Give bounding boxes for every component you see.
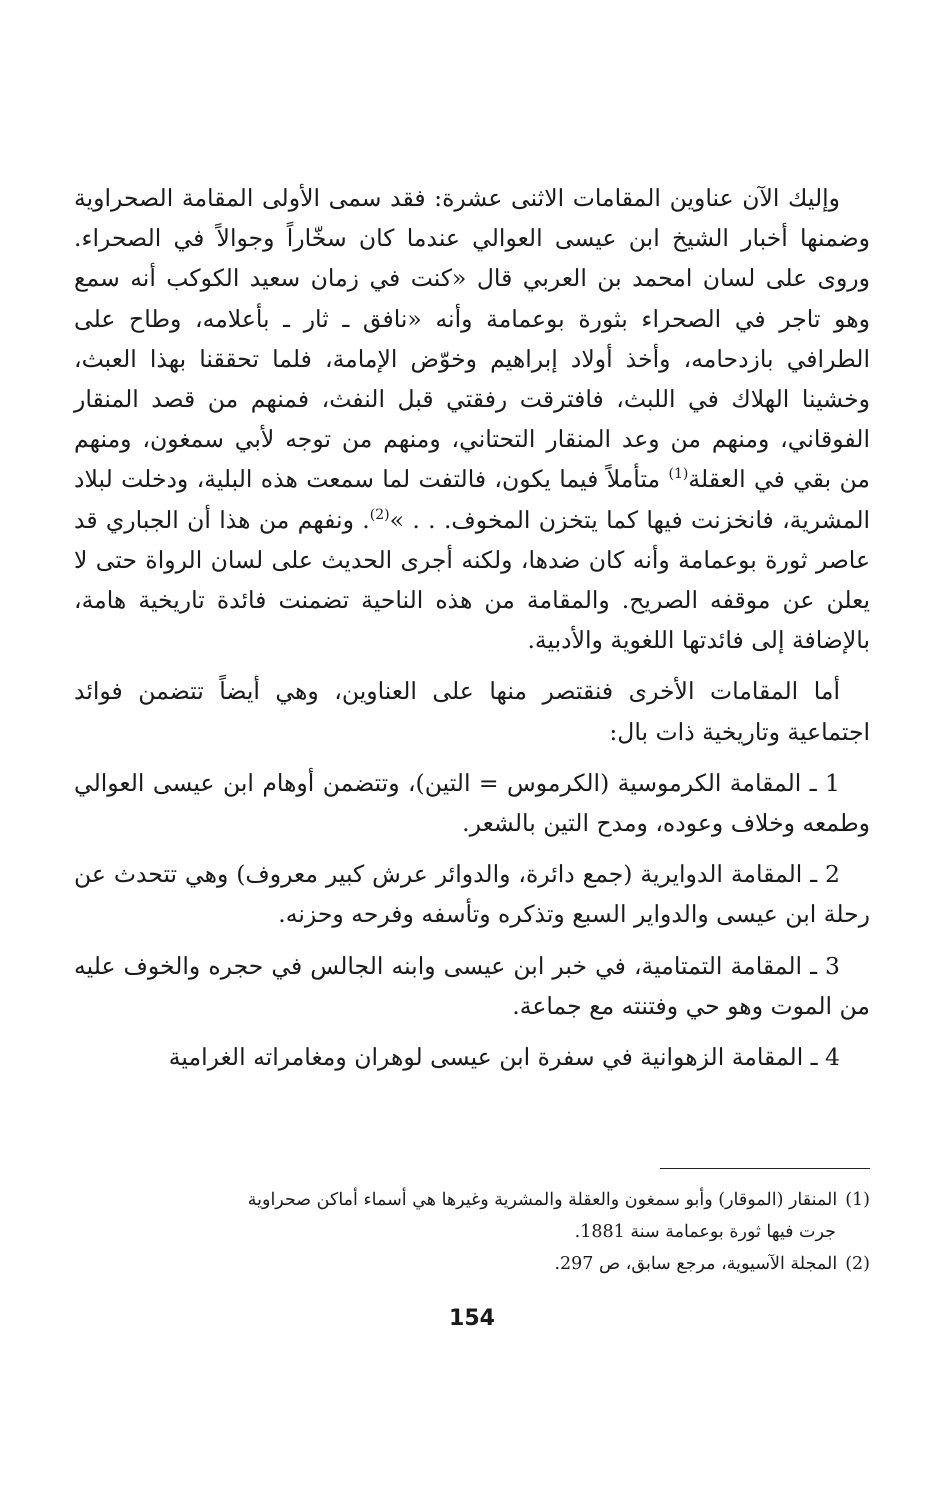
footnote-continuation: جرت فيها ثورة بوعمامة سنة 1881.: [574, 1222, 836, 1242]
footnote-separator: [660, 1168, 870, 1169]
paragraph-1: [74, 178, 870, 660]
footnote-1: [74, 1184, 870, 1248]
footnotes: [74, 1184, 870, 1280]
footnote-text: المجلة الآسيوية، مرجع سابق، ص 297.: [554, 1254, 838, 1274]
list-item-4: [74, 1037, 870, 1077]
footnote-2: [74, 1248, 870, 1280]
page-number: 154: [449, 1306, 495, 1331]
paragraph-1-text-b: متأملاً فيما يكون، فالتفت لما سمعت هذه البلية، ودخلت لبلاد المشرية، فانخزنت فيها كما يتخزن المخوف. . . »: [74, 465, 871, 534]
list-item-2-text: 2 ـ المقامة الدوايرية (جمع دائرة، والدوائر عرش كبير معروف) وهي تتحدث عن رحلة ابن عيسى والدواير السبع وتذكره وتأسفه وفرحه وحزنه.: [74, 860, 870, 929]
list-item-2: [74, 854, 870, 934]
list-item-3-text: 3 ـ المقامة التمتامية، في خبر ابن عيسى وابنه الجالس في حجره والخوف عليه من الموت وهو حي وفتنته مع جماعة.: [74, 951, 870, 1020]
paragraph-2: [74, 671, 870, 751]
list-item-1-text: 1 ـ المقامة الكرموسية (الكرموس = التين)، وتتضمن أوهام ابن عيسى العوالي وطمعه وخلاف وعوده، ومدح التين بالشعر.: [74, 768, 870, 838]
footnote-number: (1): [845, 1190, 870, 1210]
footnote-ref-2[interactable]: (2): [369, 506, 390, 523]
list-item-3: [74, 946, 870, 1026]
paragraph-1-text-c: . ونفهم من هذا أن الجباري قد عاصر ثورة بوعمامة وأنه كان ضدها، ولكنه أجرى الحديث على لسان الرواة حتى لا يعلن عن موقفه الصريح. والمقامة من هذه الناحية تضمنت فائدة تاريخية هامة، بالإضافة إلى فائدتها اللغوية والأدبية.: [74, 505, 870, 655]
paragraph-1-text: وإليك الآن عناوين المقامات الاثنى عشرة: فقد سمى الأولى المقامة الصحراوية وضمنها أخبار الشيخ ابن عيسى العوالي عندما كان سخّاراً وجوالاً في الصحراء. وروى على لسان امحمد بن العربي قال «كنت في زمان سعيد الكوكب أنه سمع وهو تاجر في الصحراء بثورة بوعمامة وأنه «نافق ـ ثار ـ بأعلامه، وطاح على الطرافي بازدحامه، وأخذ أولاد إبراهيم وخوّض الإمامة، فلما تحققنا بهذا العبث، وخشينا الهلاك في اللبث، فافترقت رفقتي قبل النفث، فمنهم من قصد المنقار الفوقاني، ومنهم من وعد المنقار التحتاني، ومنهم من توجه لأبي سمغون، ومنهم من بقي في العقلة: [74, 184, 871, 494]
footnote-number: (2): [845, 1254, 870, 1274]
list-item-4-text: 4 ـ المقامة الزهوانية في سفرة ابن عيسى لوهران ومغامراته الغرامية: [168, 1043, 840, 1072]
list-item-1: [74, 763, 870, 843]
paragraph-2-text: أما المقامات الأخرى فنقتصر منها على العناوين، وهي أيضاً تتضمن فوائد اجتماعية وتاريخية ذات بال:: [74, 677, 870, 746]
footnote-text: المنقار (الموقار) وأبو سمغون والعقلة والمشرية وغيرها هي أسماء أماكن صحراوية: [247, 1190, 838, 1210]
footnote-ref-1[interactable]: (1): [668, 466, 689, 483]
main-text: [74, 178, 870, 1077]
